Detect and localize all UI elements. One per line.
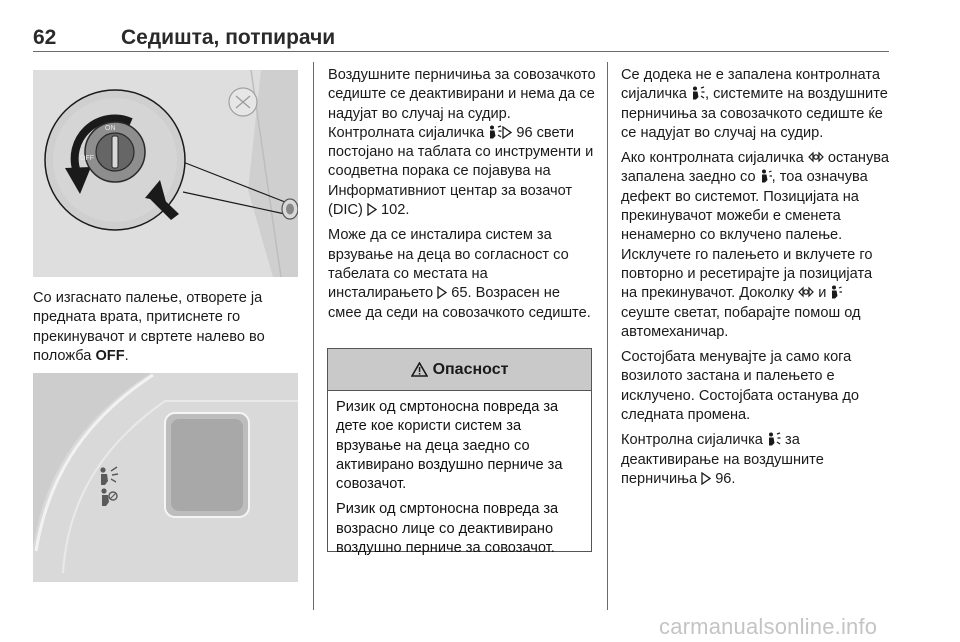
airbag-off-icon: [830, 285, 842, 299]
column3-paragraph-1: Се додека не е запалена контролната сијаличка , системите на воздушните перничиња за совозачкото седиште ќе се надујат во случај на судир.: [621, 67, 888, 141]
switch-on-label: ON: [105, 125, 116, 132]
switch-off-label: OFF: [80, 155, 94, 162]
page-number: 62: [33, 26, 57, 49]
watermark: carmanualsonline.info: [659, 614, 878, 639]
off-position-label: OFF: [95, 347, 125, 364]
key-switch-drawing: [33, 70, 298, 277]
airbag-readiness-icon: [798, 285, 814, 299]
danger-paragraph-2: Ризик од смртоносна повреда за возрасно лице со деактивирано воздушно перниче за совозачот.: [336, 501, 559, 557]
column-divider-2: [607, 62, 608, 610]
page-ref-triangle-icon: [437, 286, 447, 299]
page-ref-triangle-icon: [502, 126, 512, 139]
warning-triangle-icon: [411, 362, 428, 377]
indicator-panel-drawing: [33, 373, 298, 582]
column2-paragraph-1: Воздушните перничиња за совозачкото седиште се деактивирани и нема да се надујат во случај на судир. Контролната сијаличка 96 свети постојано на таблата со инструменти и соодветна порака се појавува на Информативниот центар за возачот (DIC) 102.: [328, 67, 596, 219]
page-ref-triangle-icon: [701, 472, 711, 485]
airbag-off-icon: [767, 432, 781, 446]
column-divider-1: [313, 62, 314, 610]
column3-text: [621, 66, 891, 495]
page-header: [0, 0, 960, 52]
page-ref-triangle-icon: [367, 203, 377, 216]
danger-paragraph-1: Ризик од смртоносна повреда за дете кое користи систем за врзување на деца заедно со активирано воздушно перниче за совозачот.: [336, 399, 563, 493]
header-rule: [33, 51, 889, 52]
switch-instructions: Со изгаснато палење, отворете ја предната врата, притиснете го прекинувачот и свртете налево во положба OFF.: [33, 290, 265, 364]
airbag-off-icon: [760, 169, 772, 183]
airbag-off-icon: [488, 125, 502, 139]
column2-paragraph-2: Може да се инсталира систем за врзување на деца во согласност со табелата со местата на инсталирањето 65. Возрасен не смее да седи на совозачкото седиште.: [328, 227, 591, 321]
airbag-off-icon: [691, 86, 705, 100]
danger-body: [328, 391, 591, 558]
indicator-panel-illustration: [33, 373, 298, 582]
danger-header: [328, 349, 591, 391]
column1-text: [33, 289, 301, 372]
column3-paragraph-3: Состојбата менувајте ја само кога возилото застана и палењето е исклучено. Состојбата останува до следната промена.: [621, 349, 859, 424]
airbag-readiness-icon: [808, 150, 824, 164]
column3-paragraph-2: Ако контролната сијаличка останува запалена заедно со , тоа означува дефект во системот. Позицијата на прекинувачот можеби е сменета ненамерно со вклучено палење. Исклучете го палењето и вклучете го повторно и ресетирајте ја позицијата на прекинувачот. Доколку и сеуште светат, побарајте помош од автомеханичар.: [621, 150, 889, 340]
column2-text: [328, 66, 596, 329]
column3-paragraph-4: Контролна сијаличка за деактивирање на воздушните перничиња 96.: [621, 432, 824, 487]
section-title: Седишта, потпирачи: [121, 26, 336, 49]
danger-title: Опасност: [432, 360, 509, 378]
danger-warning-box: [327, 348, 592, 557]
key-switch-illustration: [33, 70, 298, 277]
